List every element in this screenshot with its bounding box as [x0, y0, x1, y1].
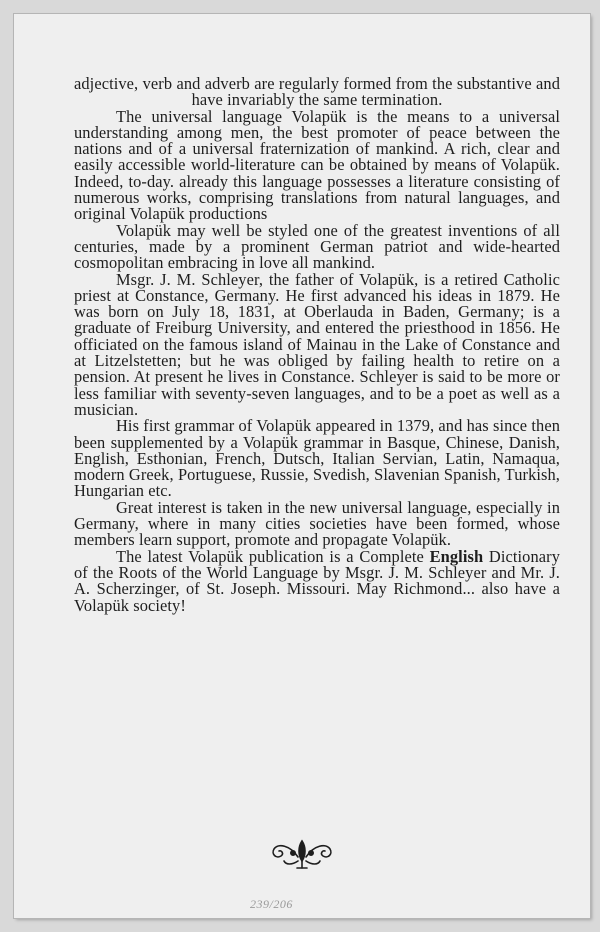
paragraph-schleyer-biography: Msgr. J. M. Schleyer, the father of Volapük, is a retired Catholic priest at Constance, Germany. He first advanced his ideas in 1879. He was born on July 18, 1831, at Oberlauda in Baden, Germany; is a graduate of Freiburg University, and entered the priesthood in 1856. He officiated on the famous island of Mainau in the Lake of Constance and at Litzelstetten; but he was obliged by failing health to retire on a pension. At present he lives in Constance. Schleyer is said to be more or less familiar with seventy-seven languages, and to be a poet as well as a musician. — [74, 269, 560, 419]
publication-bold-word: English — [429, 546, 484, 566]
document-page — [14, 14, 590, 918]
paragraph-continuation: adjective, verb and adverb are regularly formed from the substantive and have invariably the same termination. — [74, 74, 560, 110]
paragraph-latest-publication — [74, 546, 560, 615]
body-text — [74, 76, 560, 614]
paragraph-greatest-inventions: Volapük may well be styled one of the greatest inventions of all centuries, made by a prominent German patriot and wide-hearted cosmopolitan embracing in love all mankind. — [74, 220, 560, 273]
publication-text-end: Dictionary of the Roots of the World Language by Msgr. J. M. Schleyer and Mr. J. A. Scherzinger, of St. Joseph. Missouri. May Richmond... also have a Volapük society! — [74, 546, 560, 615]
publication-text-start: The latest Volapük publication is a Complete — [116, 546, 430, 566]
paragraph-universal-language: The universal language Volapük is the means to a universal understanding among men, the best promoter of peace between the nations and of a universal fraternization of mankind. A rich, clear and easily accessible world-literature can be obtained by means of Volapük. Indeed, to-day. already this language possesses a literature consisting of numerous works, comprising translations from natural languages, and original Volapük productions — [74, 106, 560, 224]
paragraph-great-interest: Great interest is taken in the new universal language, especially in Germany, where in many cities societies have been formed, whose members learn support, promote and propagate Volapük. — [74, 497, 560, 550]
paragraph-first-grammar: His first grammar of Volapük appeared in 1379, and has since then been supplemented by a Volapük grammar in Basque, Chinese, Danish, English, Esthonian, French, Dutsch, Italian Servian, Latin, Namaqua, modern Greek, Portuguese, Russie, Svedish, Slavenian Spanish, Turkish, Hungarian etc. — [74, 416, 560, 501]
fleuron-ornament-icon — [268, 837, 336, 871]
archive-catalog-mark: 239/206 — [250, 897, 293, 911]
